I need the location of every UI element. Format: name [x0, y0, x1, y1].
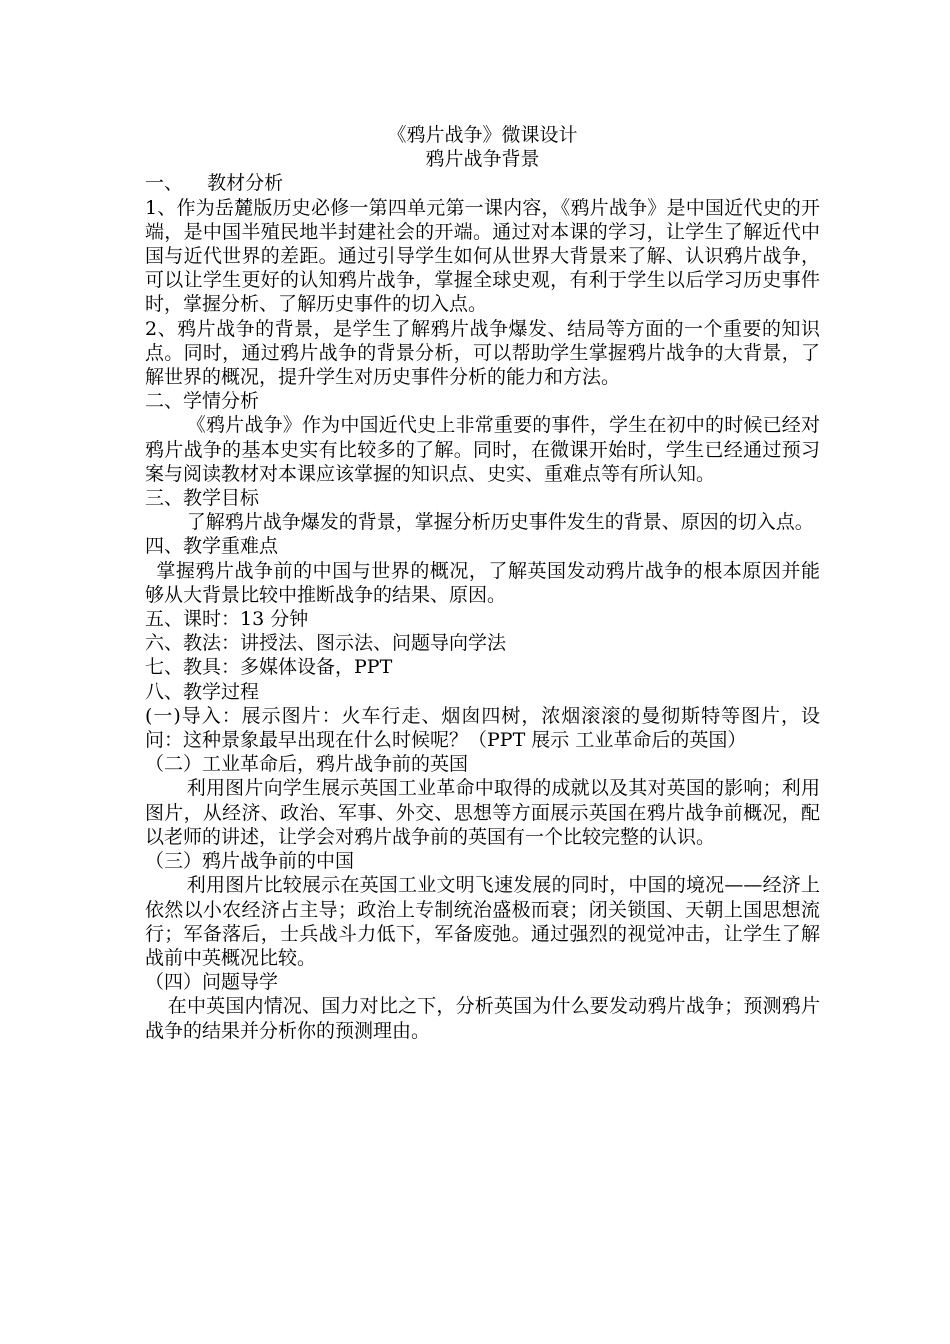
section-1-heading: 一、 教材分析: [145, 172, 284, 195]
section-1-paragraph-1: 1、作为岳麓版历史必修一第四单元第一课内容，《鸦片战争》是中国近代史的开端，是中国半殖民地半封建社会的开端。通过对本课的学习，让学生了解近代中国与近代世界的差距。通过引导学生如何从世界大背景来了解、认识鸦片战争，可以让学生更好的认知鸦片战争，掌握全球史观，有利于学生以后学习历史事件时，掌握分析、了解历史事件的切入点。: [145, 196, 820, 316]
section-8-subheading-4: （四）问题导学: [145, 971, 279, 994]
section-2-heading: 二、学情分析: [145, 390, 260, 413]
section-1-paragraph-2: 2、鸦片战争的背景，是学生了解鸦片战争爆发、结局等方面的一个重要的知识点。同时，通过鸦片战争的背景分析，可以帮助学生掌握鸦片战争的大背景，了解世界的概况，提升学生对历史事件分析的能力和方法。: [145, 317, 820, 389]
section-3-heading: 三、教学目标: [145, 487, 260, 510]
section-3-paragraph: 了解鸦片战争爆发的背景，掌握分析历史事件发生的背景、原因的切入点。: [186, 511, 814, 534]
section-7-line: 七、教具：多媒体设备，PPT: [145, 656, 393, 679]
section-8-heading: 八、教学过程: [145, 680, 260, 703]
section-8-paragraph-1: (一)导入：展示图片：火车行走、烟囱四树，浓烟滚滚的曼彻斯特等图片，设问：这种景象最早出现在什么时候呢？（PPT 展示 工业革命后的英国）: [145, 704, 820, 752]
section-8-paragraph-2: 利用图片向学生展示英国工业革命中取得的成就以及其对英国的影响；利用图片，从经济、政治、军事、外交、思想等方面展示英国在鸦片战争前概况，配以老师的讲述，让学会对鸦片战争前的英国有一个比较完整的认识。: [145, 777, 820, 848]
document-title: 《鸦片战争》微课设计: [387, 124, 578, 146]
section-8-paragraph-4: 在中英国内情况、国力对比之下，分析英国为什么要发动鸦片战争；预测鸦片战争的结果并分析你的预测理由。: [145, 995, 820, 1042]
document-page: [145, 123, 820, 1043]
section-2-paragraph: 《鸦片战争》作为中国近代史上非常重要的事件，学生在初中的时候已经对鸦片战争的基本史实有比较多的了解。同时，在微课开始时，学生已经通过预习案与阅读教材对本课应该掌握的知识点、史实、重难点等有所认知。: [145, 414, 820, 485]
section-5-line: 五、课时：13 分钟: [145, 608, 309, 631]
document-subtitle: 鸦片战争背景: [425, 148, 540, 171]
section-6-line: 六、教法：讲授法、图示法、问题导向学法: [145, 632, 507, 655]
section-4-heading: 四、教学重难点: [145, 535, 279, 558]
section-4-paragraph: 掌握鸦片战争前的中国与世界的概况，了解英国发动鸦片战争的根本原因并能够从大背景比较中推断战争的结果、原因。: [145, 559, 820, 606]
section-8-subheading-3: （三）鸦片战争前的中国: [145, 850, 355, 873]
section-8-subheading-2: （二）工业革命后，鸦片战争前的英国: [145, 753, 469, 776]
section-8-paragraph-3: 利用图片比较展示在英国工业文明飞速发展的同时，中国的境况——经济上依然以小农经济占主导；政治上专制统治盛极而衰；闭关锁国、天朝上国思想流行；军备落后，士兵战斗力低下，军备废弛。通过强烈的视觉冲击，让学生了解战前中英概况比较。: [145, 874, 820, 969]
